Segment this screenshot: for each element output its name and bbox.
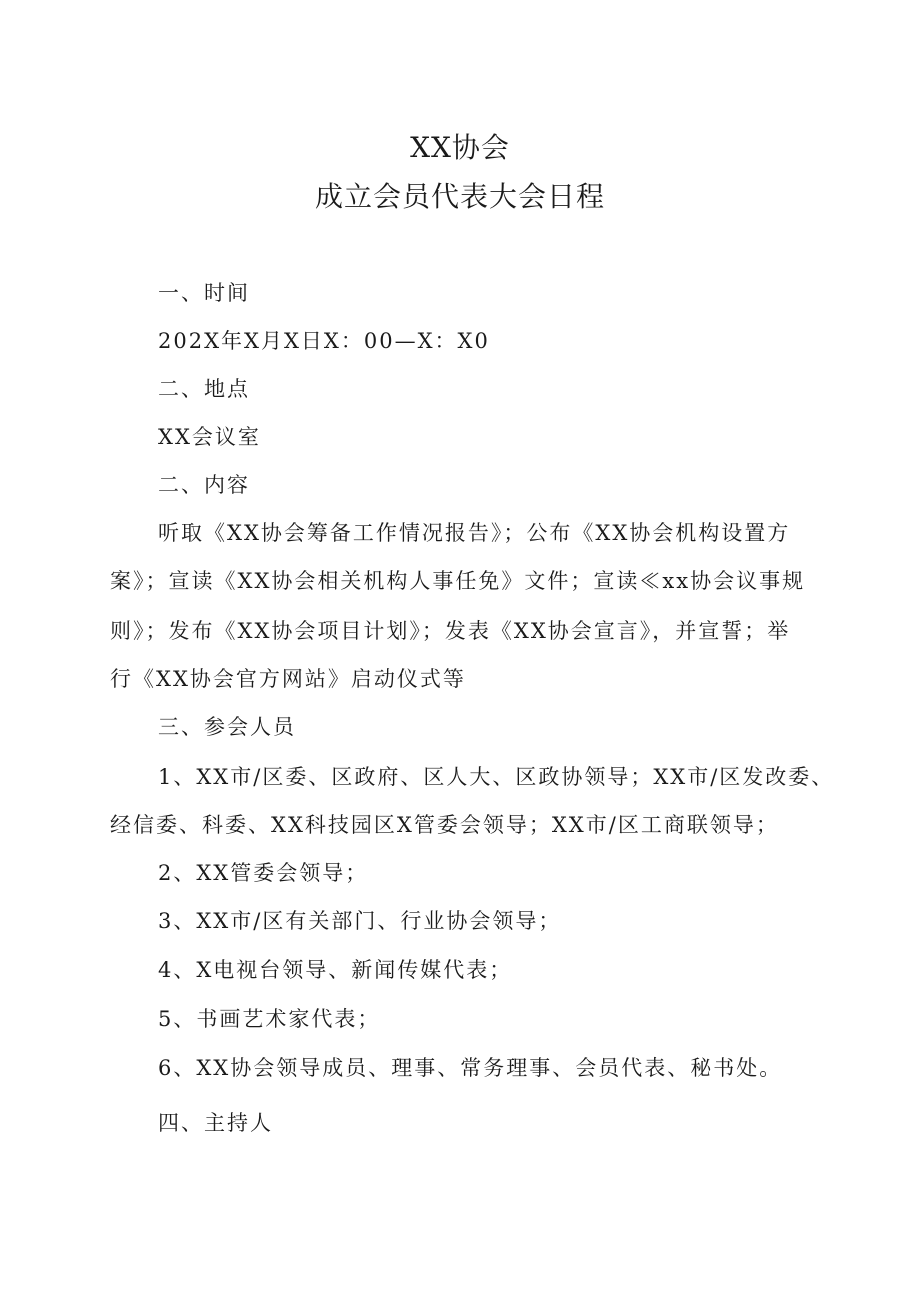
place-heading: 二、地点: [158, 377, 250, 401]
content-paragraph-line: 听取《XX协会筹备工作情况报告》；公布《XX协会机构设置方: [158, 521, 791, 545]
attendee-item: 6、XX协会领导成员、理事、常务理事、会员代表、秘书处。: [158, 1056, 783, 1080]
attendees-heading: 三、参会人员: [158, 715, 296, 739]
document-subtitle: 成立会员代表大会日程: [314, 180, 605, 213]
attendee-item: 3、XX市/区有关部门、行业协会领导；: [158, 909, 562, 933]
content-paragraph-line: 行《XX协会官方网站》启动仪式等: [110, 667, 466, 691]
place-value: XX会议室: [158, 425, 261, 449]
content-paragraph-line: 则》；发布《XX协会项目计划》；发表《XX协会宣言》，并宣誓；举: [110, 619, 791, 643]
content-paragraph-line: 案》；宣读《XX协会相关机构人事任免》文件；宣读≪xx协会议事规: [110, 569, 806, 593]
attendee-item-continued: 经信委、科委、XX科技园区X管委会领导；XX市/区工商联领导；: [110, 813, 779, 837]
time-value: 202X年X月X日X：00—X：X0: [158, 329, 490, 353]
attendee-item: 4、X电视台领导、新闻传媒代表；: [158, 958, 513, 982]
time-heading: 一、时间: [158, 281, 250, 305]
attendee-item: 2、XX管委会领导；: [158, 861, 369, 885]
host-heading: 四、主持人: [158, 1111, 273, 1135]
content-heading: 二、内容: [158, 473, 250, 497]
document-title: XX协会: [410, 131, 510, 164]
attendee-item: 5、书画艺术家代表；: [158, 1007, 381, 1031]
attendee-item: 1、XX市/区委、区政府、区人大、区政协领导；XX市/区发改委、: [158, 765, 835, 789]
